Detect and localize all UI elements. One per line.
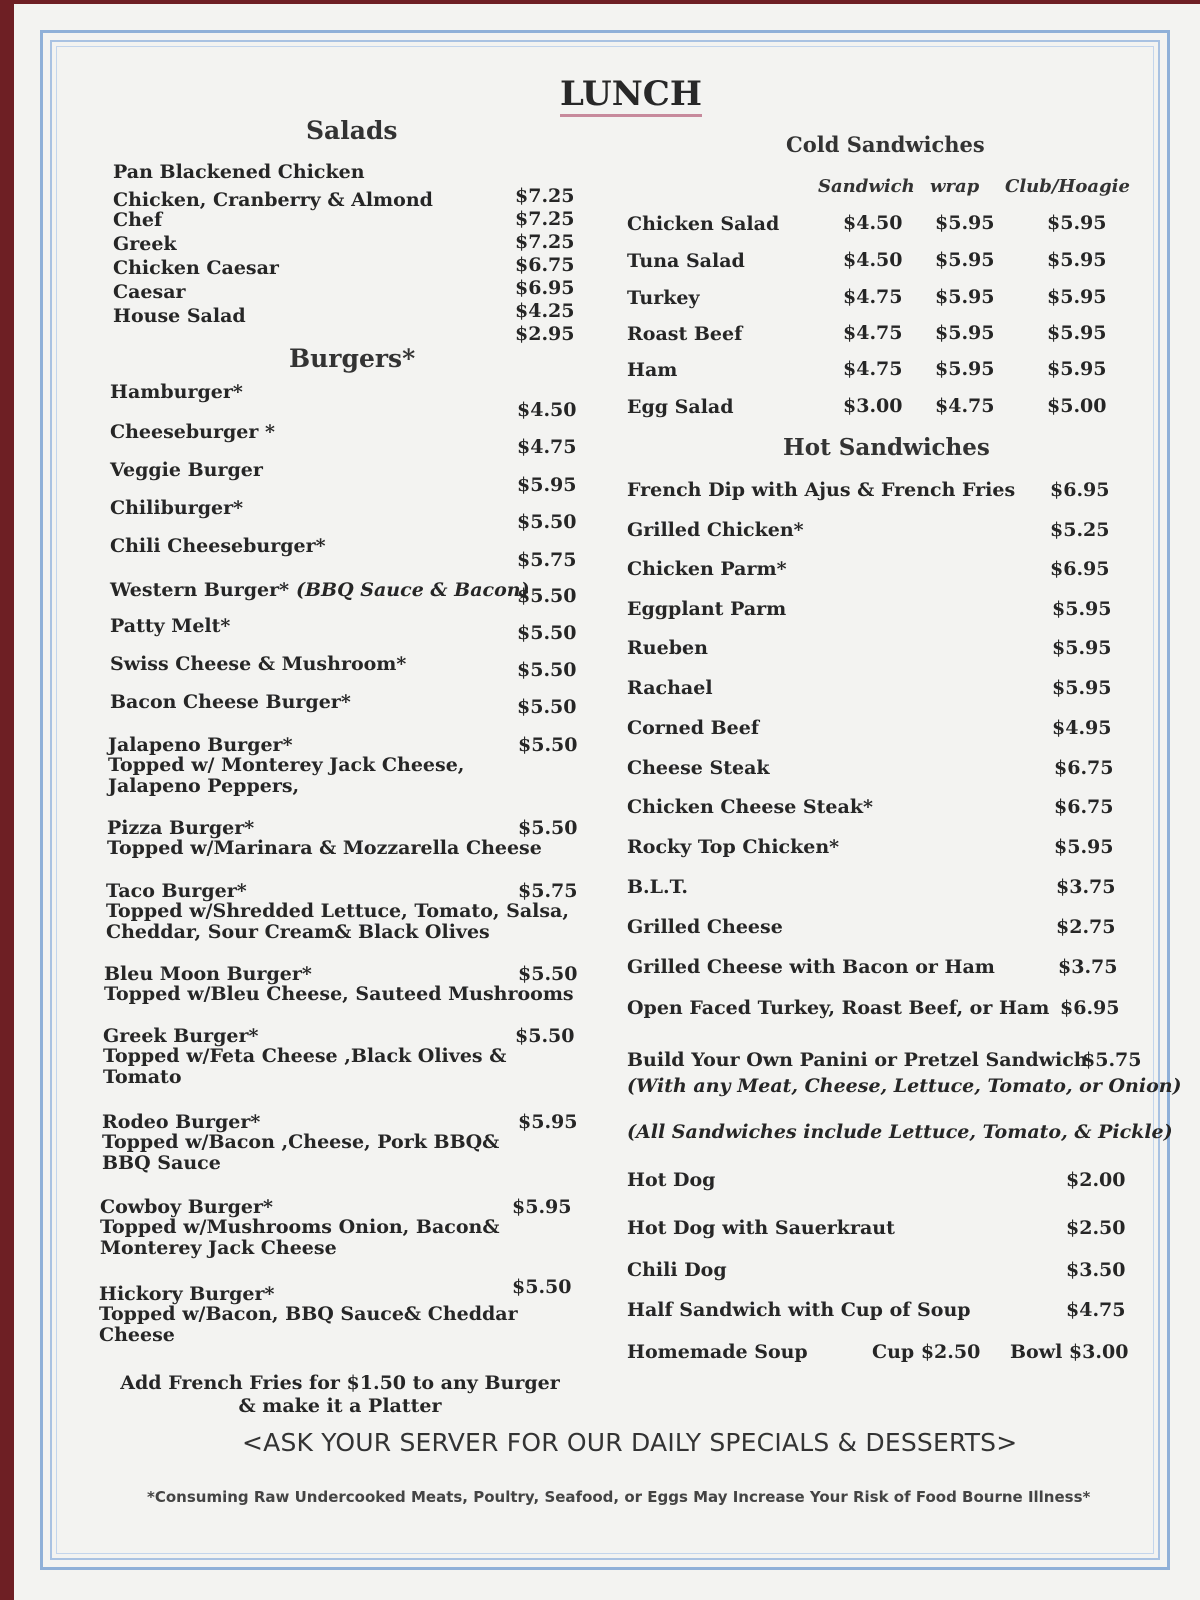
all-sandwiches-note: (All Sandwiches include Lettuce, Tomato, & Pickle) [627,1121,1173,1143]
burger-item: Western Burger* (BBQ Sauce & Bacon) [110,579,530,601]
specials-banner: <ASK YOUR SERVER FOR OUR DAILY SPECIALS & DESSERTS> [242,1428,1018,1457]
salad-item: Chicken Caesar [113,257,279,279]
salad-price: $4.25 [515,300,575,322]
hot-sandwich-price: $2.75 [1056,916,1116,938]
burger-price: $5.50 [517,659,577,681]
burger-price: $5.95 [512,1196,572,1218]
col-club-hoagie: Club/Hoagie [1005,176,1130,197]
hot-sandwich-item: Chicken Cheese Steak* [627,796,873,818]
hot-dog-item: Chili Dog [627,1259,727,1281]
burger-price: $5.75 [517,549,577,571]
burger-description: Topped w/Bacon ,Cheese, Pork BBQ& [102,1131,500,1153]
burgers-heading: Burgers* [289,344,416,373]
cold-sandwich-price: $5.95 [935,212,995,234]
cold-sandwich-price: $4.50 [843,212,903,234]
cold-sandwich-price: $5.95 [1047,212,1107,234]
salad-item: House Salad [113,305,246,327]
burger-price: $5.50 [517,511,577,533]
burger-description: Tomato [103,1066,182,1088]
burger-price: $5.95 [517,474,577,496]
hot-sandwich-price: $6.95 [1050,558,1110,580]
hot-sandwich-price: $5.25 [1050,519,1110,541]
hot-dog-item: Half Sandwich with Cup of Soup [627,1299,971,1321]
cold-sandwich-price: $4.75 [843,286,903,308]
hot-sandwich-price: $6.95 [1050,479,1110,501]
burger-item: Rodeo Burger* [102,1111,261,1133]
hot-sandwich-price: $5.95 [1052,637,1112,659]
food-safety-warning: *Consuming Raw Undercooked Meats, Poultry, Seafood, or Eggs May Increase Your Risk of Food Bourne Illness* [147,1488,1091,1506]
hot-sandwich-item: Rocky Top Chicken* [627,836,840,858]
hot-sandwich-price: $4.95 [1052,717,1112,739]
burger-description: Cheese [99,1324,175,1346]
burger-description: BBQ Sauce [102,1152,221,1174]
burger-item: Chiliburger* [110,497,244,519]
hot-dog-price: $3.50 [1066,1259,1126,1281]
salad-item: Chef [113,209,163,231]
salads-heading: Salads [306,116,398,145]
menu-title: LUNCH [560,74,702,117]
soup-cup-price: Cup $2.50 [872,1341,981,1363]
burger-note: (BBQ Sauce & Bacon) [296,579,530,601]
hot-sandwich-item: Grilled Chicken* [627,519,804,541]
burger-description: Cheddar, Sour Cream& Black Olives [106,921,490,943]
cold-sandwich-price: $5.95 [1047,358,1107,380]
fries-note-line2: & make it a Platter [238,1395,442,1417]
hot-dog-item: Hot Dog with Sauerkraut [627,1217,895,1239]
hot-sandwich-item: Open Faced Turkey, Roast Beef, or Ham [627,997,1050,1019]
burger-item: Taco Burger* [106,880,247,902]
burger-description: Topped w/Mushrooms Onion, Bacon& [100,1216,500,1238]
hot-sandwich-price: $5.95 [1054,836,1114,858]
hot-sandwich-item: Cheese Steak [627,757,770,779]
burger-description: Topped w/Bacon, BBQ Sauce& Cheddar [99,1303,518,1325]
burger-price: $5.50 [518,734,578,756]
soup-bowl-price: Bowl $3.00 [1010,1341,1129,1363]
hot-dog-item: Hot Dog [627,1169,716,1191]
burger-price: $5.50 [517,696,577,718]
salad-price: $7.25 [515,231,575,253]
hot-sandwich-item: Eggplant Parm [627,598,787,620]
cold-sandwich-item: Tuna Salad [627,250,745,272]
burger-price: $5.50 [517,585,577,607]
salad-price: $6.75 [515,254,575,276]
salad-price: $6.95 [515,277,575,299]
hot-sandwich-item: Corned Beef [627,717,760,739]
burger-price: $5.50 [515,1025,575,1047]
burger-item: Veggie Burger [110,459,263,481]
fries-note-line1: Add French Fries for $1.50 to any Burger [120,1372,560,1394]
burger-item: Chili Cheeseburger* [110,535,326,557]
cold-sandwich-price: $3.00 [843,395,903,417]
hot-dog-price: $2.50 [1066,1217,1126,1239]
burger-description: Monterey Jack Cheese [100,1237,337,1259]
cold-sandwich-price: $5.95 [1047,322,1107,344]
cold-sandwich-price: $5.00 [1047,395,1107,417]
soup-item: Homemade Soup [627,1341,808,1363]
hot-sandwich-price: $3.75 [1056,876,1116,898]
cold-sandwich-price: $4.50 [843,249,903,271]
panini-item: Build Your Own Panini or Pretzel Sandwich [627,1049,1088,1071]
salad-price: $2.95 [515,323,575,345]
cold-sandwich-price: $5.95 [935,322,995,344]
panini-price: $5.75 [1082,1049,1142,1071]
hot-sandwich-item: French Dip with Ajus & French Fries [627,479,1016,501]
burger-item: Cowboy Burger* [100,1196,273,1218]
hot-sandwich-item: Grilled Cheese [627,916,783,938]
hot-sandwich-item: Rachael [627,677,713,699]
cold-sandwich-item: Egg Salad [627,396,734,418]
salad-price: $7.25 [515,208,575,230]
burger-item: Greek Burger* [103,1025,259,1047]
burger-price: $4.75 [517,436,577,458]
burger-description: Jalapeno Peppers, [108,775,300,797]
burger-description: Topped w/ Monterey Jack Cheese, [108,754,465,776]
burger-item: Pizza Burger* [107,817,255,839]
hot-sandwiches-heading: Hot Sandwiches [783,434,990,461]
burger-item: Cheeseburger * [110,421,275,443]
burger-item: Bacon Cheese Burger* [110,691,351,713]
salad-item: Greek [113,233,177,255]
hot-sandwich-item: Chicken Parm* [627,558,787,580]
hot-dog-price: $4.75 [1066,1299,1126,1321]
hot-sandwich-item: Grilled Cheese with Bacon or Ham [627,956,995,978]
col-sandwich: Sandwich [818,176,915,197]
panini-note: (With any Meat, Cheese, Lettuce, Tomato, or Onion) [627,1075,1182,1097]
cold-sandwich-price: $4.75 [935,395,995,417]
cold-sandwich-item: Turkey [627,287,700,309]
hot-sandwich-price: $5.95 [1052,598,1112,620]
burger-description: Topped w/Marinara & Mozzarella Cheese [107,837,542,859]
burger-description: Topped w/Shredded Lettuce, Tomato, Salsa, [106,900,569,922]
salad-item: Caesar [113,281,186,303]
burger-item: Patty Melt* [110,615,231,637]
burger-description: Topped w/Bleu Cheese, Sauteed Mushrooms [104,983,574,1005]
col-wrap: wrap [930,176,980,197]
burger-price: $5.50 [517,622,577,644]
cold-sandwich-price: $4.75 [843,322,903,344]
hot-sandwich-price: $3.75 [1058,956,1118,978]
fries-note [120,1372,560,1418]
cold-sandwiches-heading: Cold Sandwiches [786,132,985,157]
cold-sandwich-item: Roast Beef [627,323,743,345]
burger-item: Hickory Burger* [99,1283,275,1305]
salad-item: Chicken, Cranberry & Almond [113,189,433,211]
hot-sandwich-price: $6.75 [1054,796,1114,818]
hot-sandwich-item: B.L.T. [627,876,688,898]
burger-price: $5.75 [518,880,578,902]
burger-price: $5.50 [512,1276,572,1298]
hot-sandwich-price: $5.95 [1052,677,1112,699]
cold-sandwich-item: Ham [627,359,678,381]
cold-sandwich-price: $5.95 [1047,286,1107,308]
hot-sandwich-price: $6.95 [1060,997,1120,1019]
hot-sandwich-item: Rueben [627,637,708,659]
salad-item: Pan Blackened Chicken [113,161,365,183]
burger-item: Jalapeno Burger* [108,734,293,756]
cold-sandwich-price: $5.95 [935,249,995,271]
hot-sandwich-price: $6.75 [1054,757,1114,779]
burger-item: Hamburger* [110,381,243,403]
burger-price: $5.50 [518,963,578,985]
cold-sandwich-price: $5.95 [935,358,995,380]
burger-description: Topped w/Feta Cheese ,Black Olives & [103,1045,507,1067]
cold-sandwich-price: $5.95 [935,286,995,308]
burger-price: $5.95 [518,1111,578,1133]
salad-price: $7.25 [515,185,575,207]
cold-sandwich-price: $4.75 [843,358,903,380]
burger-price: $5.50 [518,817,578,839]
burger-item: Bleu Moon Burger* [104,963,312,985]
burger-item: Swiss Cheese & Mushroom* [110,653,407,675]
cold-sandwich-price: $5.95 [1047,249,1107,271]
hot-dog-price: $2.00 [1066,1169,1126,1191]
burger-price: $4.50 [517,399,577,421]
cold-sandwich-item: Chicken Salad [627,213,780,235]
